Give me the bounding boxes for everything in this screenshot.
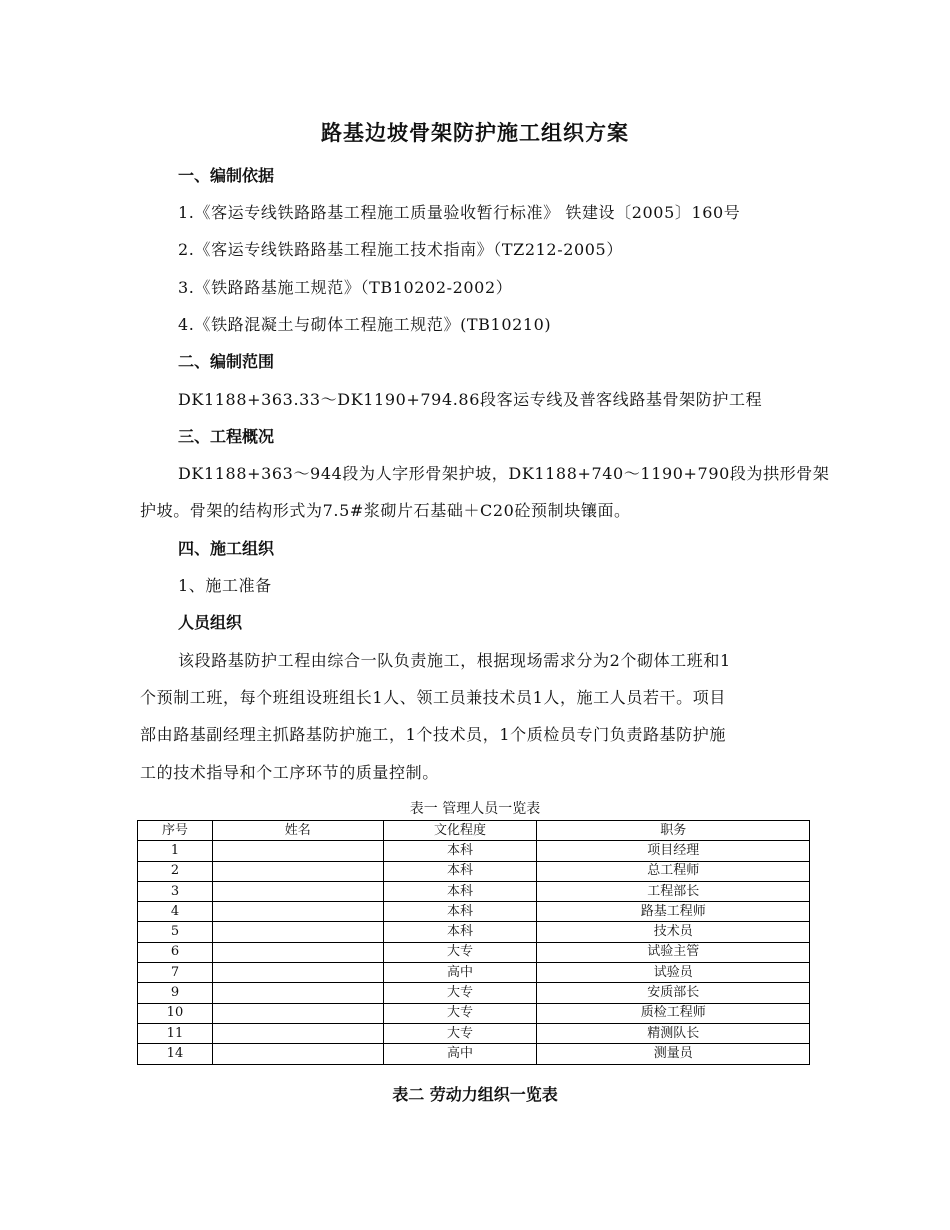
cell-no: 7 [138, 963, 213, 983]
scope-text: DK1188+363.33～DK1190+794.86段客运专线及普客线路基骨架防护工程 [178, 390, 763, 409]
cell-education: 本科 [383, 841, 537, 861]
cell-no: 11 [138, 1023, 213, 1043]
cell-no: 2 [138, 861, 213, 881]
cell-no: 3 [138, 881, 213, 901]
cell-education: 本科 [383, 881, 537, 901]
cell-position: 测量员 [537, 1044, 810, 1064]
table-row [138, 942, 810, 962]
cell-name [212, 902, 383, 922]
cell-position: 技术员 [537, 922, 810, 942]
cell-name [212, 942, 383, 962]
table-row [138, 861, 810, 881]
cell-position: 试验员 [537, 963, 810, 983]
cell-no: 10 [138, 1003, 213, 1023]
cell-name [212, 1044, 383, 1064]
personnel-para-line-3: 部由路基副经理主抓路基防护施工，1个技术员，1个质检员专门负责路基防护施 [140, 725, 726, 744]
table-row [138, 1003, 810, 1023]
table1-caption: 表一 管理人员一览表 [409, 801, 541, 817]
subsection-preparation: 1、施工准备 [178, 576, 272, 595]
basis-item-1: 1.《客运专线铁路路基工程施工质量验收暂行标准》 铁建设〔2005〕160号 [178, 203, 741, 222]
cell-no: 14 [138, 1044, 213, 1064]
overview-line-2: 护坡。骨架的结构形式为7.5#浆砌片石基础＋C20砼预制块镶面。 [140, 501, 631, 520]
table-row [138, 902, 810, 922]
cell-name [212, 881, 383, 901]
personnel-para-line-2: 个预制工班，每个班组设班组长1人、领工员兼技术员1人，施工人员若干。项目 [140, 688, 726, 707]
document-title: 路基边坡骨架防护施工组织方案 [321, 121, 629, 145]
section-heading-organization: 四、施工组织 [178, 539, 275, 558]
subheading-personnel: 人员组织 [178, 613, 243, 632]
cell-position: 工程部长 [537, 881, 810, 901]
cell-no: 6 [138, 942, 213, 962]
table-row [138, 841, 810, 861]
header-education: 文化程度 [383, 821, 537, 841]
basis-item-2: 2.《客运专线铁路路基工程施工技术指南》（TZ212-2005） [178, 240, 623, 259]
cell-name [212, 841, 383, 861]
management-staff-table [137, 820, 810, 1065]
table-row [138, 963, 810, 983]
table-row [138, 922, 810, 942]
header-name: 姓名 [212, 821, 383, 841]
table2-caption: 表二 劳动力组织一览表 [392, 1085, 558, 1104]
cell-position: 路基工程师 [537, 902, 810, 922]
cell-name [212, 963, 383, 983]
section-heading-basis: 一、编制依据 [178, 166, 275, 185]
header-position: 职务 [537, 821, 810, 841]
cell-no: 1 [138, 841, 213, 861]
cell-education: 高中 [383, 1044, 537, 1064]
cell-education: 大专 [383, 1003, 537, 1023]
cell-name [212, 983, 383, 1003]
table-row [138, 1044, 810, 1064]
cell-position: 质检工程师 [537, 1003, 810, 1023]
cell-name [212, 1023, 383, 1043]
cell-education: 本科 [383, 902, 537, 922]
header-no: 序号 [138, 821, 213, 841]
basis-item-4: 4.《铁路混凝土与砌体工程施工规范》(TB10210) [178, 315, 552, 334]
table-header-row [138, 821, 810, 841]
cell-education: 高中 [383, 963, 537, 983]
table-row [138, 881, 810, 901]
cell-position: 精测队长 [537, 1023, 810, 1043]
overview-line-1: DK1188+363～944段为人字形骨架护坡，DK1188+740～1190+790段为拱形骨架 [178, 464, 830, 483]
cell-name [212, 1003, 383, 1023]
cell-position: 总工程师 [537, 861, 810, 881]
personnel-para-line-4: 工的技术指导和个工序环节的质量控制。 [140, 763, 439, 782]
cell-name [212, 861, 383, 881]
cell-no: 9 [138, 983, 213, 1003]
cell-education: 大专 [383, 1023, 537, 1043]
table-row [138, 983, 810, 1003]
cell-name [212, 922, 383, 942]
cell-education: 大专 [383, 983, 537, 1003]
table-row [138, 1023, 810, 1043]
cell-position: 安质部长 [537, 983, 810, 1003]
cell-position: 试验主管 [537, 942, 810, 962]
cell-position: 项目经理 [537, 841, 810, 861]
cell-no: 5 [138, 922, 213, 942]
table-body [138, 841, 810, 1064]
basis-item-3: 3.《铁路路基施工规范》（TB10202-2002） [178, 278, 513, 297]
section-heading-scope: 二、编制范围 [178, 352, 275, 371]
cell-education: 本科 [383, 861, 537, 881]
cell-education: 大专 [383, 942, 537, 962]
cell-education: 本科 [383, 922, 537, 942]
personnel-para-line-1: 该段路基防护工程由综合一队负责施工，根据现场需求分为2个砌体工班和1 [178, 651, 731, 670]
section-heading-overview: 三、工程概况 [178, 427, 275, 446]
cell-no: 4 [138, 902, 213, 922]
